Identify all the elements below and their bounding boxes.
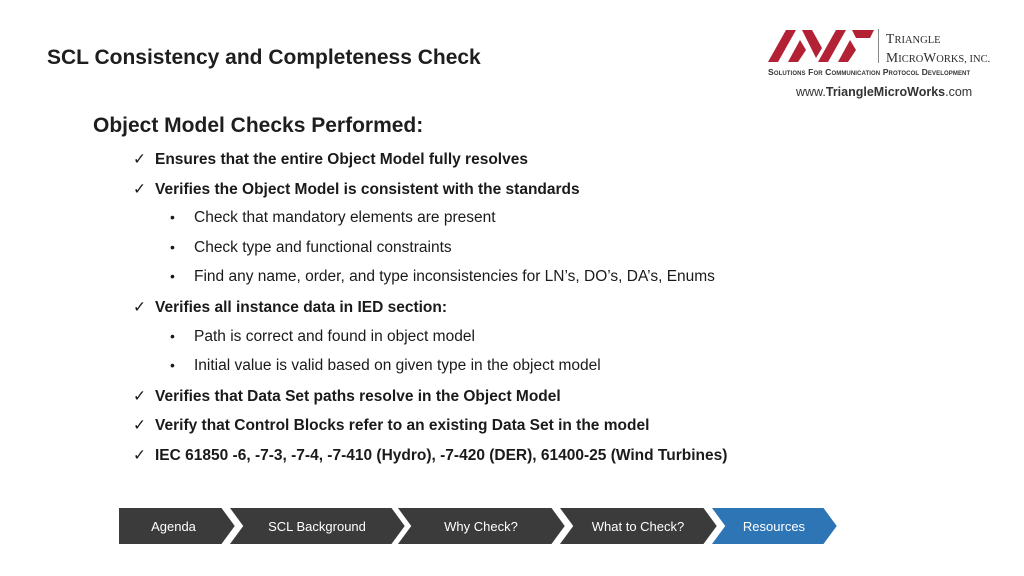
bullet-icon: •	[170, 357, 175, 373]
checklist-item-text: Verifies the Object Model is consistent with the standards	[155, 181, 580, 198]
checklist-item-text: Ensures that the entire Object Model fully resolves	[155, 151, 528, 168]
checklist-item	[133, 150, 528, 169]
checkmark-icon: ✓	[133, 388, 146, 405]
checklist-item-text: Check that mandatory elements are present	[194, 209, 496, 226]
checklist-item	[133, 387, 561, 406]
checklist-item	[133, 298, 447, 317]
slide-title: SCL Consistency and Completeness Check	[47, 46, 481, 69]
checklist-item-text: Initial value is valid based on given type in the object model	[194, 357, 601, 374]
nav-item-why-check[interactable]	[396, 507, 566, 545]
logo-mark-shape	[788, 40, 806, 62]
section-heading: Object Model Checks Performed:	[93, 114, 424, 137]
checklist-item-text: Verifies that Data Set paths resolve in the Object Model	[155, 388, 561, 405]
checklist-subitem	[170, 209, 496, 227]
company-name: TRIANGLE MICROWORKS, INC.	[886, 31, 991, 65]
nav-item-label: What to Check?	[591, 518, 685, 534]
checklist-subitem	[170, 328, 475, 346]
nav-item-label: Why Check?	[444, 518, 518, 534]
checklist-item-text: Check type and functional constraints	[194, 239, 452, 256]
breadcrumb-nav	[118, 507, 838, 545]
checkmark-icon: ✓	[133, 151, 146, 168]
checklist-item-text: IEC 61850 -6, -7-3, -7-4, -7-410 (Hydro), -7-420 (DER), 61400-25 (Wind Turbines)	[155, 447, 728, 464]
company-logo	[766, 26, 1016, 106]
checklist-subitem	[170, 357, 601, 375]
checkmark-icon: ✓	[133, 299, 146, 316]
checklist-subitem	[170, 268, 715, 286]
checkmark-icon: ✓	[133, 447, 146, 464]
checklist-item	[133, 446, 727, 465]
checkmark-icon: ✓	[133, 417, 146, 434]
company-url[interactable]: www.TriangleMicroWorks.com	[796, 85, 973, 99]
checklist-item-text: Verifies all instance data in IED section:	[155, 299, 448, 316]
bullet-icon: •	[170, 328, 175, 344]
nav-item-label: SCL Background	[268, 518, 366, 534]
nav-item-label: Resources	[742, 518, 806, 534]
logo-mark-shape	[802, 30, 822, 58]
logo-mark-shape	[852, 30, 874, 38]
checklist-item-text: Verify that Control Blocks refer to an existing Data Set in the model	[155, 417, 650, 434]
nav-item-scl-background[interactable]	[228, 507, 406, 545]
checkmark-icon: ✓	[133, 181, 146, 198]
checklist-item	[133, 180, 580, 199]
checklist-item-text: Path is correct and found in object model	[194, 328, 475, 345]
logo-divider	[878, 29, 879, 63]
bullet-icon: •	[170, 239, 175, 255]
bullet-icon: •	[170, 209, 175, 225]
bullet-icon: •	[170, 268, 175, 284]
logo-mark-shape	[838, 40, 856, 62]
nav-item-resources[interactable]	[710, 507, 838, 545]
triangle-microworks-logo-mark	[766, 26, 876, 64]
nav-item-what-to-check[interactable]	[558, 507, 718, 545]
checklist-item	[133, 416, 649, 435]
nav-item-agenda[interactable]	[118, 507, 236, 545]
nav-item-label: Agenda	[151, 518, 196, 534]
checklist-subitem	[170, 239, 452, 257]
checklist-item-text: Find any name, order, and type inconsistencies for LN’s, DO’s, DA’s, Enums	[194, 268, 715, 285]
company-tagline: Solutions For Communication Protocol Development	[768, 67, 971, 77]
